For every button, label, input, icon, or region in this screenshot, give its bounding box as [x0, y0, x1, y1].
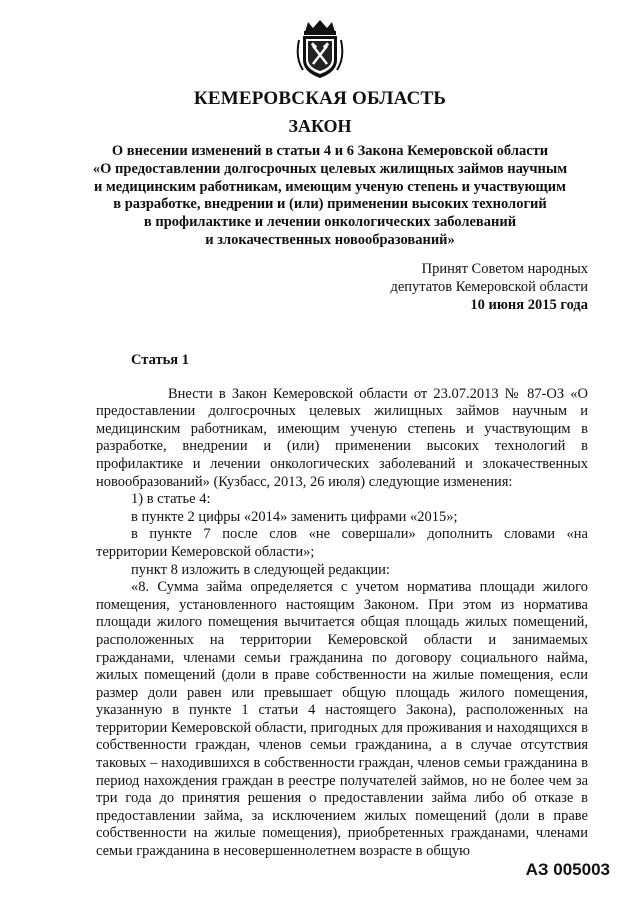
law-title-line: «О предоставлении долгосрочных целевых жилищных займов научным — [92, 160, 568, 177]
article-body — [96, 368, 588, 861]
document-type: ЗАКОН — [288, 116, 352, 136]
document-serial: АЗ 005003 — [525, 860, 610, 879]
article-title: Статья 1 — [131, 352, 189, 368]
paragraph: в пункте 7 после слов «не совершали» дополнить словами «на территории Кемеровской области»; — [96, 526, 588, 560]
adoption-line: Принят Советом народных — [421, 261, 588, 277]
adoption-line: депутатов Кемеровской области — [390, 279, 588, 295]
adoption-block — [338, 260, 588, 314]
paragraph: 1) в статье 4: — [131, 491, 211, 508]
law-title-line: и злокачественных новообразований» — [205, 231, 455, 248]
law-title-line: О внесении изменений в статьи 4 и 6 Закона Кемеровской области — [111, 143, 549, 159]
coat-of-arms-icon — [295, 18, 345, 80]
law-title — [80, 143, 580, 250]
law-title-line: в разработке, внедрении и (или) применении высоких технологий — [113, 196, 547, 213]
paragraph: пункт 8 изложить в следующей редакции: — [131, 561, 390, 578]
region-title: КЕМЕРОВСКАЯ ОБЛАСТЬ — [193, 88, 447, 109]
paragraph: «8. Сумма займа определяется с учетом норматива площади жилого помещения, установленного настоящим Законом. При этом из норматива площади жилого помещения вычитается общая площадь жилых помещений, расположенных на территории Кемеровской области и занимаемых гражданами, членами семьи гражданина по договору социального найма, жилых помещений (доли в праве собственности на жилые помещения, если размер доли равен или превышает общую площадь жилого помещения, указанную в пункте 1 статьи 4 настоящего Закона), расположенных на территории Кемеровской области, пригодных для проживания и находящихся в собственности граждан, членов семьи гражданина, а в случае отсутствия таковых – находившихся в собственности граждан, членов семьи гражданина в период нахождения граждан в реестре получателей займов, но не более чем за три года до принятия решения о предоставлении займа либо об отказе в предоставлении займа, за исключением жилых помещений (доли в праве собственности на жилые помещения), приобретенных гражданами, членами семьи гражданина в несовершеннолетнем возрасте в общую — [96, 579, 588, 860]
law-title-line: и медицинским работникам, имеющим ученую степень и участвующим — [93, 178, 567, 195]
paragraph — [96, 368, 588, 491]
law-title-line: в профилактике и лечении онкологических заболеваний — [143, 214, 517, 231]
paragraph-text: Внести в Закон Кемеровской области от 23.07.2013 № 87-ОЗ «О предоставлении долгосрочных целевых жилищных займов научным и медицинским работникам, имеющим ученую степень и участвующим в разработке, внедрении и (или) применении высоких технологий в профилактике и лечении онкологических заболеваний и злокачественных новообразований» (Кузбасс, 2013, 26 июля) следующие изменения: — [96, 385, 588, 490]
adoption-date: 10 июня 2015 года — [470, 297, 588, 313]
paragraph: в пункте 2 цифры «2014» заменить цифрами «2015»; — [131, 508, 458, 525]
